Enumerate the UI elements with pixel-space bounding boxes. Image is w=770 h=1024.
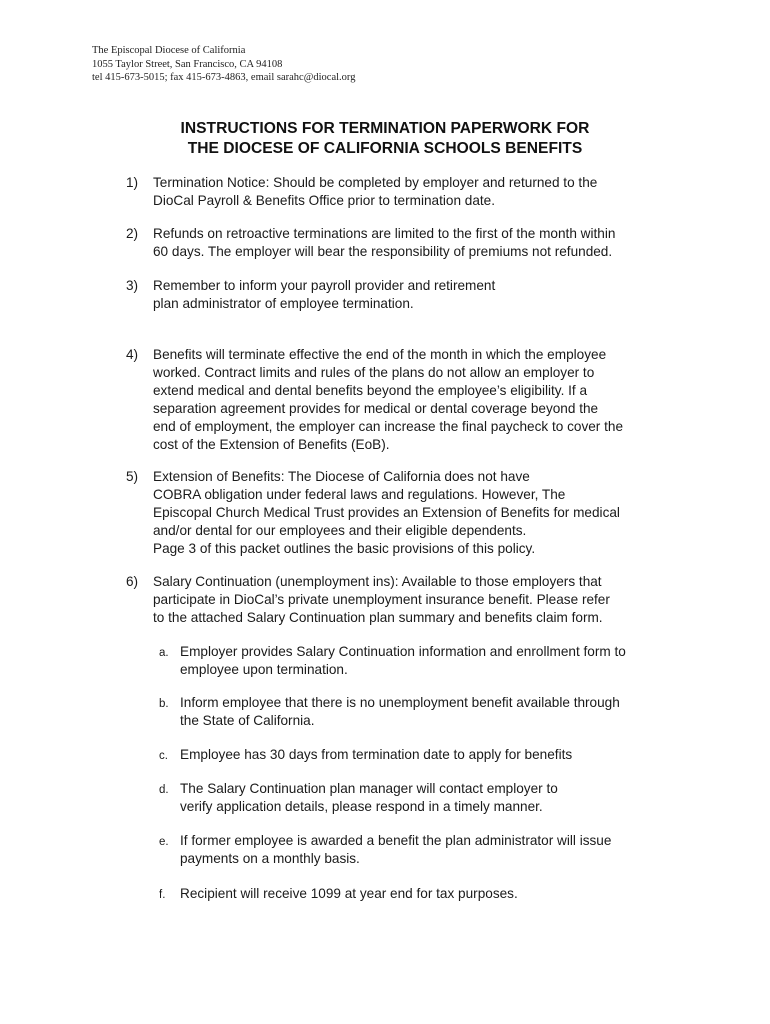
- list-item-line: separation agreement provides for medical or dental coverage beyond the: [153, 401, 599, 416]
- list-item-line: Remember to inform your payroll provider and retirement: [153, 278, 496, 293]
- sub-item-line: the State of California.: [180, 713, 315, 728]
- list-item-line: participate in DioCal’s private unemployment insurance benefit. Please refer: [153, 592, 610, 607]
- sub-item-text: [180, 694, 620, 730]
- list-item-number: 5): [126, 469, 139, 484]
- sub-item-text: [180, 746, 572, 764]
- sub-item-text: [180, 643, 626, 679]
- sub-item-d: [159, 780, 558, 816]
- list-item-6: [126, 573, 610, 627]
- list-item-number: 3): [126, 278, 139, 293]
- list-item-number: 4): [126, 347, 139, 362]
- sub-item-letter: b.: [159, 698, 169, 710]
- list-item-2: [126, 225, 615, 261]
- list-item-line: Episcopal Church Medical Trust provides an Extension of Benefits for medical: [153, 505, 620, 520]
- list-item-line: Page 3 of this packet outlines the basic provisions of this policy.: [153, 541, 536, 556]
- sub-item-letter: c.: [159, 750, 168, 762]
- list-item-line: Termination Notice: Should be completed by employer and returned to the: [153, 175, 598, 190]
- list-item-line: COBRA obligation under federal laws and regulations. However, The: [153, 487, 566, 502]
- list-item-line: DioCal Payroll & Benefits Office prior to termination date.: [153, 193, 496, 208]
- list-item-text: [153, 277, 495, 313]
- sub-item-letter: e.: [159, 836, 169, 848]
- sub-item-line: employee upon termination.: [180, 662, 348, 677]
- sub-item-line: Recipient will receive 1099 at year end for tax purposes.: [180, 886, 518, 901]
- letterhead-org: The Episcopal Diocese of California: [92, 45, 246, 56]
- list-item-line: worked. Contract limits and rules of the plans do not allow an employer to: [153, 365, 595, 380]
- sub-item-line: verify application details, please respond in a timely manner.: [180, 799, 543, 814]
- list-item-1: [126, 174, 597, 210]
- sub-item-text: [180, 885, 518, 903]
- sub-item-line: Employer provides Salary Continuation information and enrollment form to: [180, 644, 626, 659]
- sub-item-text: [180, 780, 558, 816]
- sub-item-line: The Salary Continuation plan manager will contact employer to: [180, 781, 558, 796]
- list-item-line: plan administrator of employee termination.: [153, 296, 414, 311]
- sub-item-letter: f.: [159, 889, 166, 901]
- page-title: [0, 119, 770, 158]
- list-item-line: cost of the Extension of Benefits (EoB).: [153, 437, 390, 452]
- letterhead-contact: tel 415-673-5015; fax 415-673-4863, email sarahc@diocal.org: [92, 72, 356, 84]
- list-item-number: 6): [126, 574, 139, 589]
- list-item-number: 2): [126, 226, 139, 241]
- list-item-line: Salary Continuation (unemployment ins): Available to those employers that: [153, 574, 602, 589]
- sub-item-letter: a.: [159, 647, 169, 659]
- sub-item-b: [159, 694, 620, 730]
- sub-item-line: If former employee is awarded a benefit the plan administrator will issue: [180, 833, 612, 848]
- list-item-line: extend medical and dental benefits beyond the employee’s eligibility. If a: [153, 383, 588, 398]
- letterhead-address: 1055 Taylor Street, San Francisco, CA 94108: [92, 58, 283, 70]
- list-item-4: [126, 346, 623, 454]
- list-item-5: [126, 468, 620, 558]
- list-item-text: [153, 346, 623, 454]
- list-item-line: 60 days. The employer will bear the responsibility of premiums not refunded.: [153, 244, 613, 259]
- list-item-text: [153, 174, 597, 210]
- list-item-text: [153, 573, 610, 627]
- sub-item-e: [159, 832, 611, 868]
- list-item-3: [126, 277, 495, 313]
- list-item-line: Benefits will terminate effective the end of the month in which the employee: [153, 347, 607, 362]
- list-item-line: Extension of Benefits: The Diocese of California does not have: [153, 469, 530, 484]
- sub-item-c: [159, 746, 572, 764]
- list-item-text: [153, 468, 620, 558]
- list-item-line: Refunds on retroactive terminations are limited to the first of the month within: [153, 226, 616, 241]
- list-item-line: and/or dental for our employees and their eligible dependents.: [153, 523, 527, 538]
- list-item-line: end of employment, the employer can increase the final paycheck to cover the: [153, 419, 623, 434]
- sub-item-letter: d.: [159, 784, 169, 796]
- sub-item-line: Inform employee that there is no unemployment benefit available through: [180, 695, 620, 710]
- letterhead: [92, 44, 355, 85]
- list-item-text: [153, 225, 615, 261]
- sub-item-line: payments on a monthly basis.: [180, 851, 360, 866]
- sub-item-f: [159, 885, 518, 903]
- list-item-number: 1): [126, 175, 139, 190]
- sub-item-line: Employee has 30 days from termination date to apply for benefits: [180, 747, 573, 762]
- title-line-1: INSTRUCTIONS FOR TERMINATION PAPERWORK FOR: [180, 120, 590, 137]
- sub-item-a: [159, 643, 626, 679]
- list-item-line: to the attached Salary Continuation plan summary and benefits claim form.: [153, 610, 603, 625]
- sub-item-text: [180, 832, 611, 868]
- title-line-2: THE DIOCESE OF CALIFORNIA SCHOOLS BENEFITS: [187, 139, 583, 157]
